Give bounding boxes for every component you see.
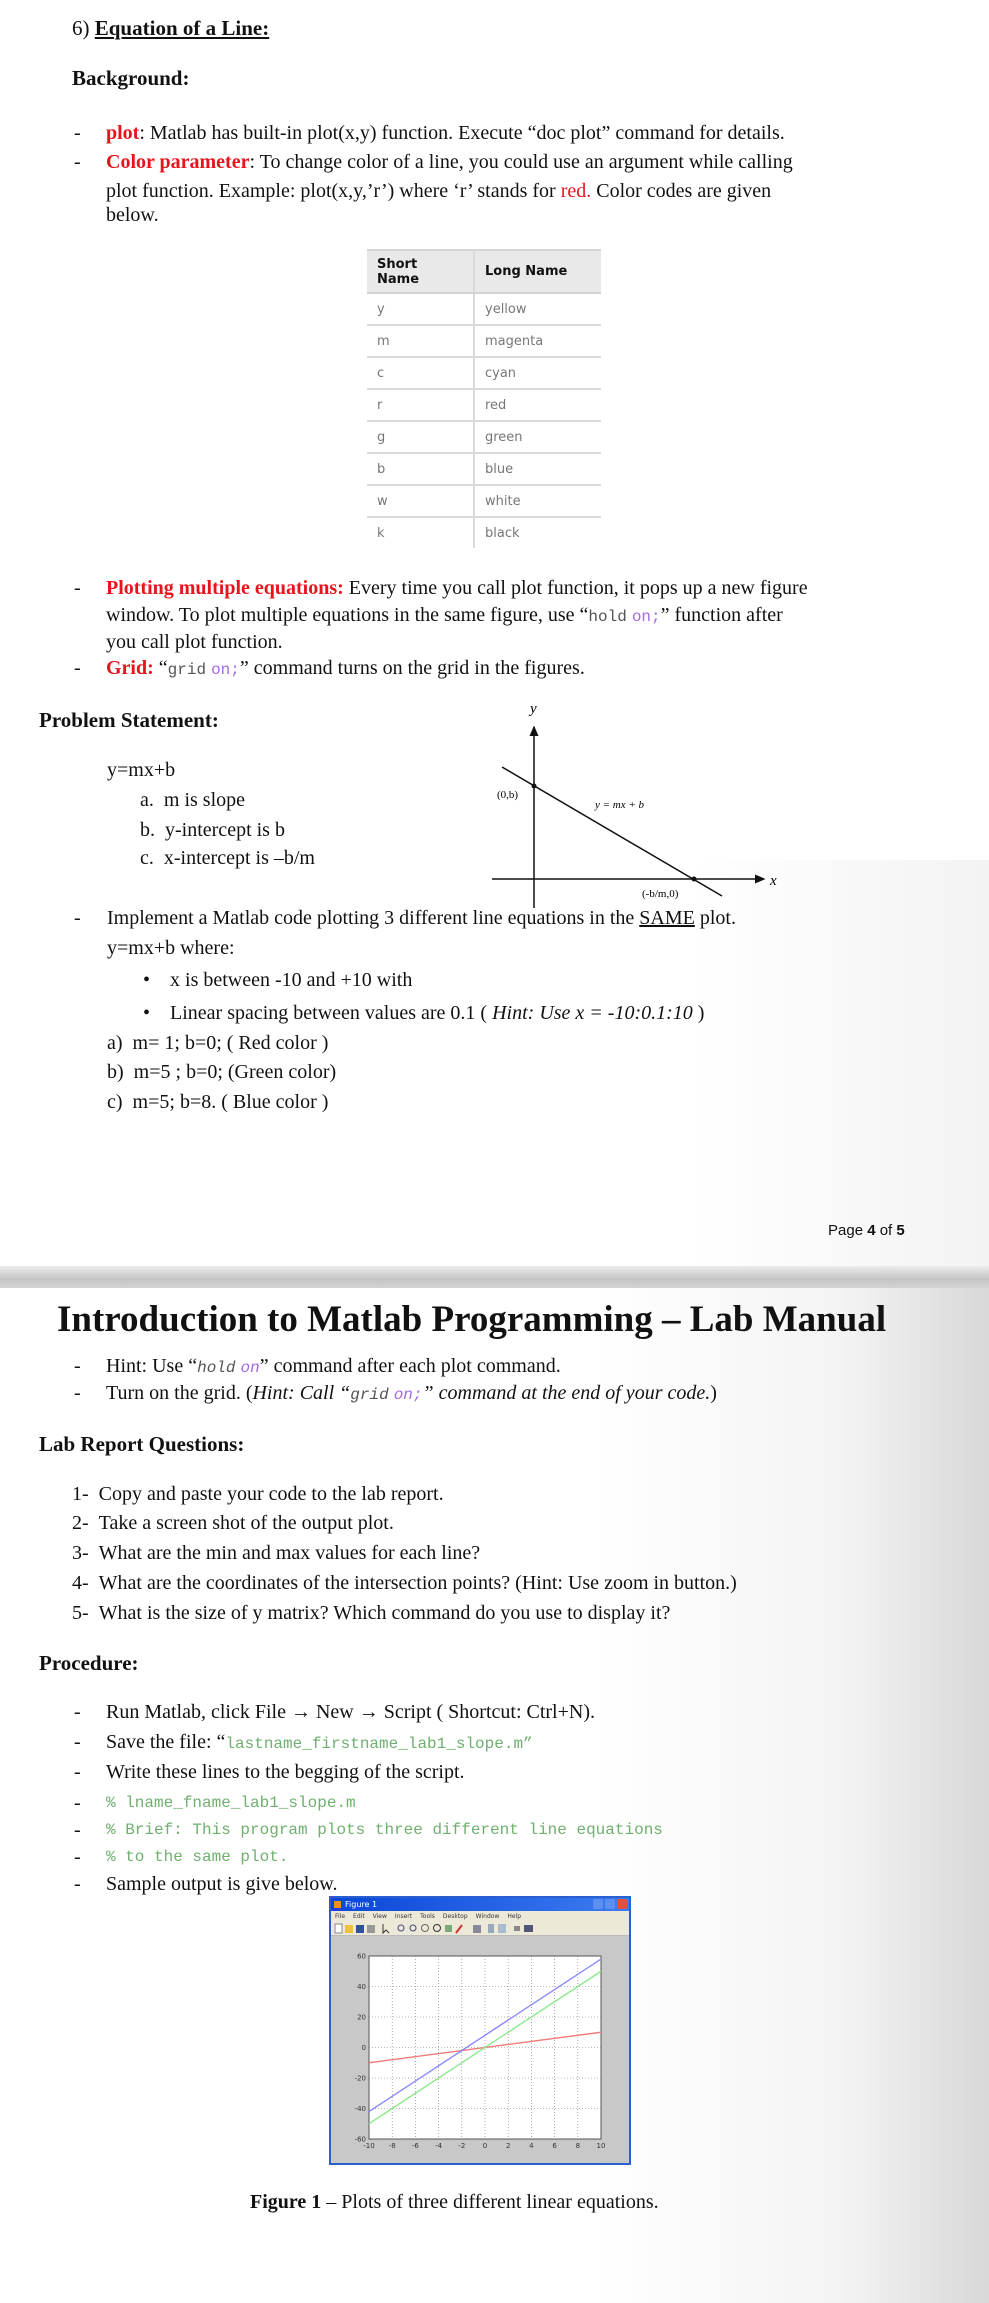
caption-label: Figure 1 bbox=[250, 2191, 322, 2213]
figure-caption bbox=[250, 2191, 659, 2214]
rotate-icon[interactable] bbox=[434, 1925, 441, 1932]
pointer-icon[interactable] bbox=[383, 1924, 389, 1933]
table-row bbox=[367, 453, 601, 485]
show-tools-icon[interactable] bbox=[524, 1925, 533, 1932]
case-item bbox=[107, 1090, 328, 1114]
toolbar-icons bbox=[331, 1922, 629, 1935]
problem-heading: Problem Statement: bbox=[39, 708, 219, 732]
text: Save the file: “ bbox=[106, 1731, 226, 1753]
x-tick-label: 6 bbox=[552, 2142, 557, 2150]
short-name-cell: r bbox=[367, 389, 474, 421]
background-heading: Background: bbox=[72, 66, 190, 90]
long-name-cell: green bbox=[474, 421, 601, 453]
plot-label: plot bbox=[106, 122, 140, 144]
item-text: m is slope bbox=[163, 789, 246, 811]
menu-insert[interactable]: Insert bbox=[394, 1913, 413, 1920]
header-short-name: Short Name bbox=[367, 250, 474, 293]
y-intercept-label: (0,b) bbox=[497, 789, 519, 801]
long-name-cell: white bbox=[474, 485, 601, 517]
bullet-text: x is between -10 and +10 with bbox=[170, 969, 413, 991]
code-on: on bbox=[240, 1359, 260, 1377]
text: Implement a Matlab code plotting 3 different line equations in the bbox=[107, 907, 640, 929]
text: ) bbox=[710, 1382, 717, 1404]
y-tick-label: 20 bbox=[357, 2013, 366, 2022]
long-name-cell: black bbox=[485, 525, 520, 541]
save-icon[interactable] bbox=[356, 1925, 364, 1933]
case-text: m=5 ; b=0; (Green color) bbox=[133, 1061, 337, 1083]
procedure-heading: Procedure: bbox=[39, 1651, 139, 1675]
list-item bbox=[140, 846, 315, 870]
x-axis-label: x bbox=[770, 873, 777, 889]
y-axis-label: y bbox=[530, 701, 537, 717]
question-text: Copy and paste your code to the lab report. bbox=[98, 1483, 444, 1505]
multiple-paragraph bbox=[106, 576, 808, 600]
question-item bbox=[72, 1541, 480, 1565]
question-item bbox=[72, 1571, 737, 1595]
plot-text: : Matlab has built-in plot(x,y) function. Execute “doc plot” command for details. bbox=[139, 122, 785, 144]
text: plot function. Example: plot(x,y,’r’) where ‘r’ stands for bbox=[106, 180, 561, 202]
dash-bullet: - bbox=[74, 1819, 81, 1841]
x-tick-label: -4 bbox=[435, 2142, 443, 2150]
number: 5- bbox=[72, 1602, 89, 1624]
x-tick-label: 2 bbox=[505, 2142, 511, 2150]
table-row bbox=[367, 517, 601, 548]
y-tick-label: 60 bbox=[357, 1952, 366, 1961]
question-item bbox=[72, 1482, 444, 1506]
print-icon[interactable] bbox=[367, 1925, 375, 1933]
short-name-cell: g bbox=[367, 421, 474, 453]
section-title bbox=[72, 16, 269, 40]
where-line: y=mx+b where: bbox=[107, 937, 235, 959]
text: Color codes are given bbox=[591, 180, 772, 202]
y-tick-label: -40 bbox=[354, 2105, 366, 2113]
multiple-label: Plotting multiple equations: bbox=[106, 577, 344, 599]
table-row bbox=[367, 389, 601, 421]
implement-paragraph bbox=[107, 906, 736, 930]
total-pages: 5 bbox=[896, 1222, 905, 1239]
case-item bbox=[107, 1060, 336, 1084]
item-text: y-intercept is b bbox=[165, 819, 285, 841]
marker: c) bbox=[107, 1091, 123, 1113]
number: 4- bbox=[72, 1572, 89, 1594]
table-row bbox=[367, 357, 601, 389]
procedure-step bbox=[106, 1730, 533, 1756]
dash-bullet: - bbox=[74, 1731, 81, 1753]
dash-bullet: - bbox=[74, 1382, 81, 1404]
maximize-icon[interactable] bbox=[605, 1899, 615, 1909]
long-name-cell: blue bbox=[474, 453, 601, 485]
color-param-line3: below. bbox=[106, 204, 159, 226]
table-row bbox=[367, 485, 601, 517]
bullet-item: • x is between -10 and +10 with bbox=[143, 969, 413, 991]
text: Hint: Use “ bbox=[106, 1355, 198, 1377]
open-icon[interactable] bbox=[345, 1925, 353, 1933]
section-name: Equation of a Line: bbox=[94, 16, 270, 40]
current-page: 4 bbox=[867, 1222, 876, 1239]
code-on: on; bbox=[631, 608, 661, 626]
text: ” function after bbox=[660, 604, 783, 626]
code-comment: % lname_fname_lab1_slope.m bbox=[106, 1794, 356, 1812]
dash-bullet: - bbox=[74, 907, 81, 929]
datacursor-icon[interactable] bbox=[445, 1925, 452, 1932]
marker: b) bbox=[107, 1061, 124, 1083]
x-tick-label: -2 bbox=[458, 2142, 466, 2150]
link-icon[interactable] bbox=[473, 1925, 481, 1933]
x-tick-label: 0 bbox=[482, 2142, 488, 2150]
table-header-row bbox=[367, 250, 601, 293]
line-label: y = mx + b bbox=[595, 799, 645, 811]
matlab-figure-window bbox=[329, 1896, 631, 2165]
color-param-text: : To change color of a line, you could use an argument while calling bbox=[249, 151, 793, 173]
new-icon[interactable] bbox=[335, 1924, 342, 1933]
bullet-item: • Linear spacing between values are 0.1 ( Hint: Use x = -10:0.1:10 ) bbox=[143, 1002, 705, 1024]
grid-label: Grid: bbox=[106, 657, 154, 679]
menu-file[interactable]: File bbox=[335, 1913, 346, 1920]
menu-help[interactable]: Help bbox=[507, 1913, 522, 1920]
question-text: What are the min and max values for each line? bbox=[98, 1542, 481, 1564]
x-tick-label: -10 bbox=[363, 2142, 375, 2150]
short-name-cell: y bbox=[367, 293, 474, 325]
color-param-line2 bbox=[106, 179, 771, 203]
case-item bbox=[107, 1031, 328, 1055]
text: of bbox=[875, 1222, 897, 1239]
long-name-cell: yellow bbox=[474, 293, 601, 325]
question-item bbox=[72, 1601, 670, 1625]
colorbar-icon[interactable] bbox=[488, 1924, 494, 1933]
x-tick-label: -8 bbox=[388, 2142, 396, 2150]
menu-tools[interactable]: Tools bbox=[420, 1913, 435, 1920]
dash-bullet: - bbox=[74, 1792, 81, 1814]
close-icon[interactable] bbox=[617, 1899, 627, 1909]
short-name-cell: k bbox=[367, 517, 474, 548]
y-tick-label: 40 bbox=[357, 1983, 366, 1991]
multiple-line3: you call plot function. bbox=[106, 631, 283, 653]
caption-text: – Plots of three different linear equations. bbox=[321, 2191, 659, 2213]
page-number bbox=[828, 1222, 905, 1239]
color-param-label: Color parameter bbox=[106, 151, 250, 173]
bullet-text: Linear spacing between values are 0.1 ( bbox=[170, 1002, 493, 1024]
brush-icon[interactable] bbox=[456, 1925, 462, 1933]
dash-bullet: - bbox=[74, 151, 81, 173]
long-name-cell: red bbox=[474, 389, 601, 421]
dash-bullet: - bbox=[74, 1701, 81, 1723]
text: Page bbox=[828, 1222, 868, 1239]
equation: y=mx+b bbox=[107, 759, 176, 781]
page-separator bbox=[0, 1266, 989, 1288]
dash-bullet: - bbox=[74, 1355, 81, 1377]
plot-paragraph bbox=[106, 121, 785, 145]
grid-paragraph bbox=[106, 656, 585, 682]
procedure-step: Sample output is give below. bbox=[106, 1873, 338, 1895]
figure-menu-bar bbox=[331, 1911, 629, 1922]
x-tick-label: 4 bbox=[529, 2142, 534, 2150]
x-tick-label: 10 bbox=[596, 2142, 606, 2150]
short-name-cell: m bbox=[367, 325, 474, 357]
figure-title-bar bbox=[331, 1898, 629, 1911]
long-name-cell: magenta bbox=[474, 325, 601, 357]
same-word: SAME bbox=[639, 907, 695, 929]
text: Turn on the grid. ( bbox=[106, 1382, 253, 1404]
matlab-logo-icon bbox=[334, 1901, 341, 1908]
text: ” command at the end of your code. bbox=[422, 1382, 711, 1404]
zoom-in-icon[interactable] bbox=[398, 1925, 404, 1931]
short-name-cell: w bbox=[367, 485, 474, 517]
text: ” command after each plot command. bbox=[259, 1355, 561, 1377]
document-title: Introduction to Matlab Programming – Lab Manual bbox=[57, 1299, 887, 1340]
menu-window[interactable]: Window bbox=[475, 1913, 500, 1920]
short-name-cell: c bbox=[367, 357, 474, 389]
marker: a) bbox=[107, 1032, 123, 1054]
red-word: red. bbox=[560, 180, 592, 202]
short-name-cell: b bbox=[367, 453, 474, 485]
menu-edit[interactable]: Edit bbox=[353, 1913, 365, 1920]
number: 2- bbox=[72, 1512, 89, 1534]
question-text: What is the size of y matrix? Which command do you use to display it? bbox=[98, 1602, 671, 1624]
table-row bbox=[367, 325, 601, 357]
y-tick-label: -60 bbox=[354, 2135, 366, 2144]
color-codes-table bbox=[367, 249, 601, 548]
dash-bullet: - bbox=[74, 1873, 81, 1895]
text: Every time you call plot function, it pops up a new figure bbox=[343, 577, 808, 599]
dash-bullet: - bbox=[74, 1846, 81, 1868]
text: window. To plot multiple equations in the same figure, use “ bbox=[106, 604, 589, 626]
dash-bullet: - bbox=[74, 577, 81, 599]
dash-bullet: - bbox=[74, 122, 81, 144]
procedure-step: Run Matlab, click File → New → Script ( Shortcut: Ctrl+N). bbox=[106, 1701, 595, 1723]
x-intercept-label: (-b/m,0) bbox=[642, 888, 679, 900]
color-param-paragraph bbox=[106, 150, 793, 174]
figure-title: Figure 1 bbox=[345, 1900, 378, 1909]
line-chart bbox=[331, 1936, 629, 2164]
number: 3- bbox=[72, 1542, 89, 1564]
questions-heading: Lab Report Questions: bbox=[39, 1432, 245, 1456]
question-text: Take a screen shot of the output plot. bbox=[98, 1512, 394, 1534]
item-text: x-intercept is –b/m bbox=[163, 847, 315, 869]
x-tick-label: 8 bbox=[575, 2142, 581, 2150]
question-text: What are the coordinates of the intersection points? (Hint: Use zoom in button.) bbox=[98, 1572, 737, 1594]
filename-code: lastname_firstname_lab1_slope.m” bbox=[225, 1735, 533, 1753]
text: ) bbox=[692, 1002, 705, 1024]
pan-icon[interactable] bbox=[422, 1925, 429, 1932]
list-item bbox=[140, 818, 285, 842]
header-long-name: Long Name bbox=[474, 250, 601, 293]
code-on: on; bbox=[211, 661, 240, 679]
section-number: 6) bbox=[72, 16, 90, 40]
table-row bbox=[367, 421, 601, 453]
code-hold: hold bbox=[197, 1359, 236, 1377]
dash-bullet: - bbox=[74, 657, 81, 679]
y-intercept-point bbox=[532, 784, 537, 789]
hint-line bbox=[106, 1354, 561, 1380]
y-tick-label: -20 bbox=[354, 2074, 366, 2083]
marker: c. bbox=[140, 847, 154, 869]
y-tick-label: 0 bbox=[361, 2044, 366, 2052]
code-comment: % to the same plot. bbox=[106, 1848, 289, 1866]
number: 1- bbox=[72, 1483, 89, 1505]
table-row bbox=[367, 293, 601, 325]
grid-hint-line bbox=[106, 1381, 717, 1407]
x-tick-label: -6 bbox=[411, 2142, 419, 2150]
code-hold: hold bbox=[588, 608, 627, 626]
line-equation-diagram bbox=[480, 695, 780, 915]
text: “ bbox=[153, 657, 168, 679]
dash-bullet: - bbox=[74, 1761, 81, 1783]
zoom-out-icon[interactable] bbox=[410, 1925, 416, 1931]
code-grid: grid bbox=[350, 1386, 389, 1404]
marker: a. bbox=[140, 789, 154, 811]
long-name-cell: cyan bbox=[474, 357, 601, 389]
legend-icon[interactable] bbox=[498, 1924, 506, 1933]
case-text: m= 1; b=0; ( Red color ) bbox=[132, 1032, 329, 1054]
text: ” command turns on the grid in the figures. bbox=[239, 657, 585, 679]
procedure-step: Write these lines to the begging of the script. bbox=[106, 1761, 465, 1783]
text: plot. bbox=[694, 907, 736, 929]
code-on: on; bbox=[393, 1386, 423, 1404]
text: Hint: Call “ bbox=[252, 1382, 351, 1404]
code-comment: % Brief: This program plots three different line equations bbox=[106, 1821, 663, 1839]
menu-desktop[interactable]: Desktop bbox=[442, 1913, 468, 1920]
list-item bbox=[140, 788, 245, 812]
case-text: m=5; b=8. ( Blue color ) bbox=[132, 1091, 329, 1113]
x-intercept-point bbox=[692, 877, 697, 882]
question-item bbox=[72, 1511, 394, 1535]
marker: b. bbox=[140, 819, 155, 841]
minimize-icon[interactable] bbox=[593, 1899, 603, 1909]
hide-tools-icon[interactable] bbox=[514, 1926, 520, 1931]
multiple-line2 bbox=[106, 603, 783, 629]
hint-text: Hint: Use x = -10:0.1:10 bbox=[492, 1002, 693, 1024]
menu-view[interactable]: View bbox=[372, 1913, 387, 1920]
code-grid: grid bbox=[167, 661, 207, 679]
figure-toolbar bbox=[331, 1922, 629, 1936]
